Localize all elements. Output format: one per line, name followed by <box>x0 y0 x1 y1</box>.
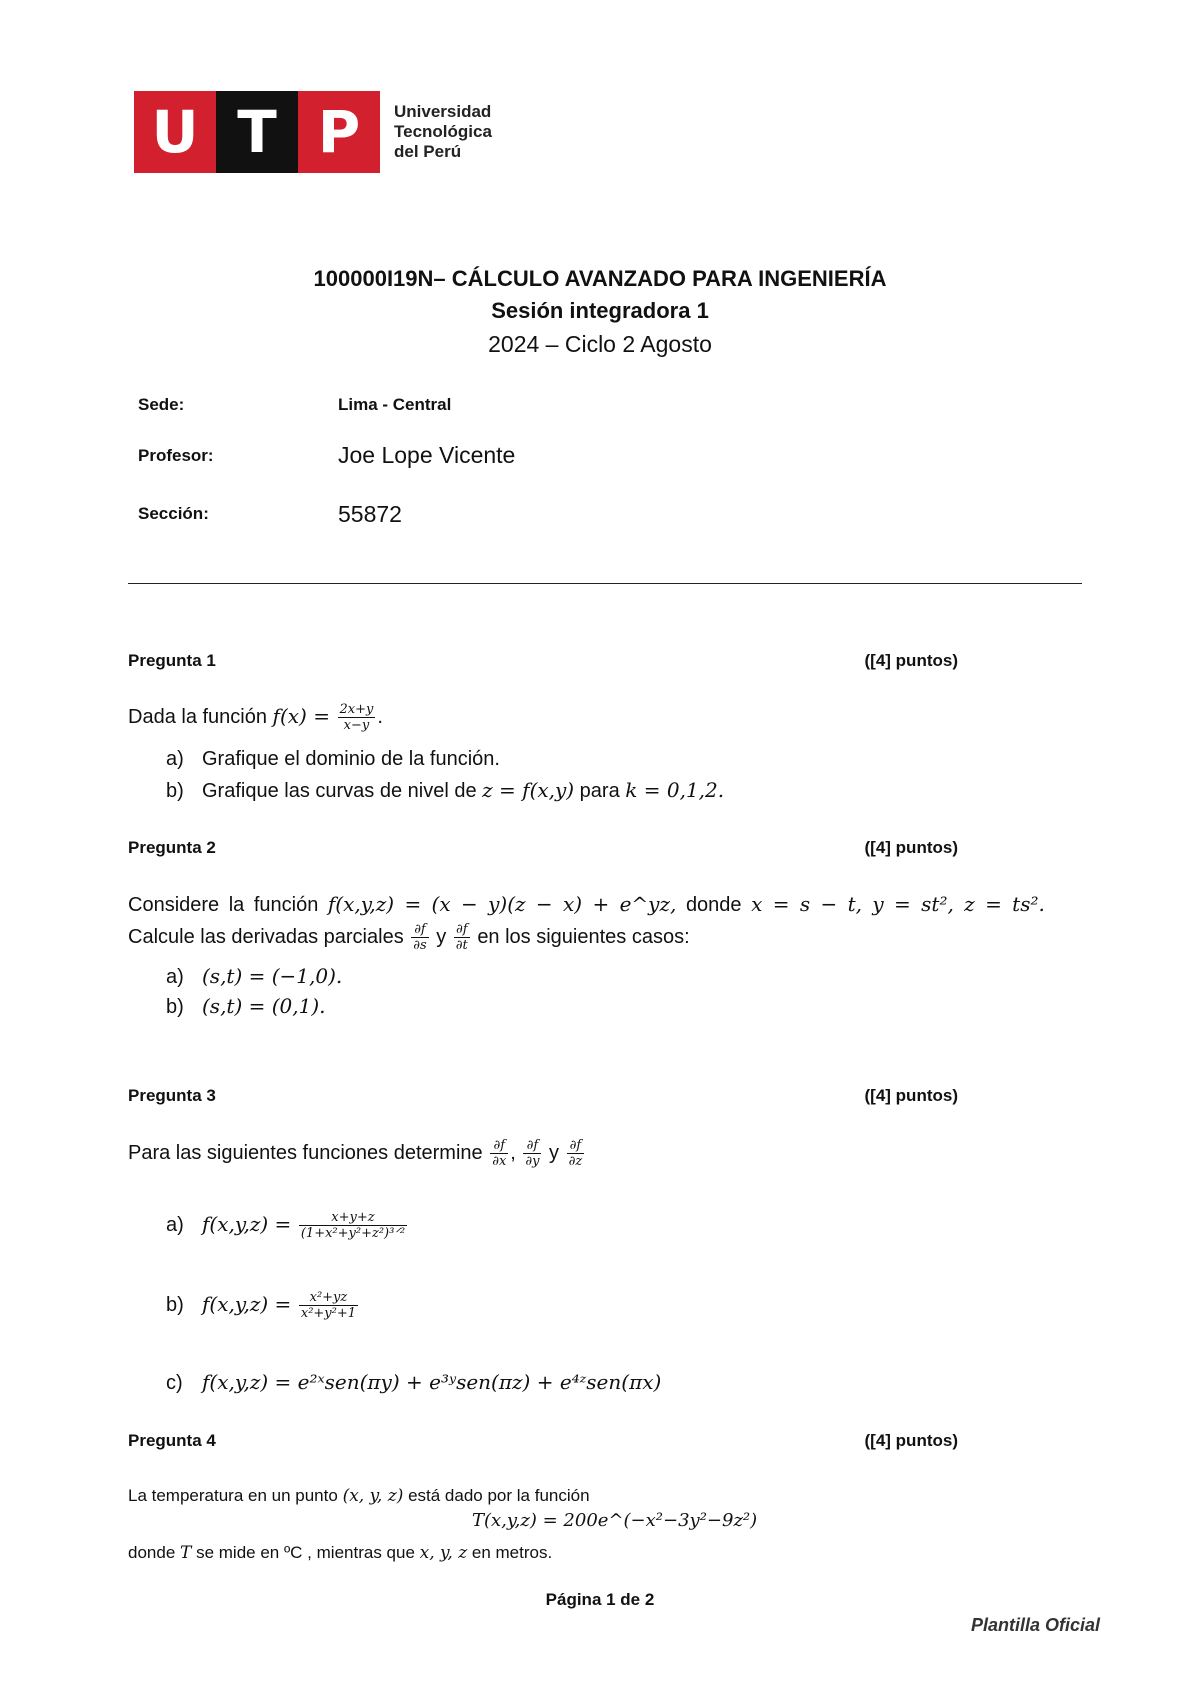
fraction-denominator: x²+y²+1 <box>300 1306 357 1321</box>
partial-t <box>454 922 470 953</box>
item-math: z = f(x,y) <box>482 778 575 802</box>
item-text: Grafique el dominio de la función. <box>202 748 500 770</box>
partial-y <box>523 1138 541 1169</box>
seccion-label: Sección: <box>138 504 209 523</box>
item-math: f(x,y,z) = e²ˣsen(πy) + e³ʸsen(πz) + e⁴ᶻsen(πx) <box>202 1370 662 1394</box>
fraction-denominator: ∂t <box>455 938 468 953</box>
item-math: (s,t) = (0,1). <box>202 994 326 1018</box>
logo-university-name <box>394 91 492 173</box>
q4-line1 <box>128 1486 590 1506</box>
q4-text: La temperatura en un punto <box>128 1486 338 1505</box>
q3-text: Para las siguientes funciones determine <box>128 1141 483 1164</box>
q1-fx: f(x) = <box>272 703 330 728</box>
fraction-numerator: ∂f <box>523 1138 541 1154</box>
q4-text: en metros. <box>471 1543 553 1562</box>
question-4-header <box>128 1431 958 1451</box>
item-label: b) <box>166 996 184 1018</box>
fraction-numerator: ∂f <box>411 922 428 938</box>
q3-intro <box>128 1138 586 1169</box>
course-title: 100000I19N– CÁLCULO AVANZADO PARA INGENIERÍA <box>313 266 887 291</box>
q2-text: Considere la función <box>128 894 319 916</box>
fraction-denominator: x−y <box>343 718 370 733</box>
question-3-header <box>128 1086 958 1106</box>
page-number: Página 1 de 2 <box>545 1590 655 1609</box>
q3b-fraction <box>299 1290 358 1321</box>
q3-text: , <box>510 1141 516 1164</box>
fraction-denominator: (1+x²+y²+z²)³ᐟ² <box>300 1226 406 1241</box>
question-points: ([4] puntos) <box>864 838 958 857</box>
item-text: para <box>579 780 620 802</box>
cycle-title: 2024 – Ciclo 2 Agosto <box>488 331 712 357</box>
q2-text: en los siguientes casos: <box>477 925 690 948</box>
item-label: a) <box>166 966 184 988</box>
q2-line1 <box>128 892 1088 917</box>
q4-text: está dado por la función <box>408 1486 590 1505</box>
sede-value: Lima - Central <box>338 395 452 414</box>
q3-item-a <box>166 1210 409 1241</box>
fraction-numerator: x+y+z <box>299 1210 407 1226</box>
question-title: Pregunta 3 <box>128 1086 216 1105</box>
q4-text: se mide en ºC , mientras que <box>196 1543 415 1562</box>
question-points: ([4] puntos) <box>864 1086 958 1105</box>
partial-z <box>567 1138 585 1169</box>
question-title: Pregunta 4 <box>128 1431 216 1450</box>
q2-text: donde <box>685 894 742 916</box>
q2-math: f(x,y,z) = (x − y)(z − x) + e^yz, <box>327 892 677 916</box>
question-2-header <box>128 838 958 858</box>
logo-name-line: Universidad <box>394 102 492 121</box>
q3a-fraction <box>299 1210 407 1241</box>
question-title: Pregunta 1 <box>128 651 216 670</box>
template-label: Plantilla Oficial <box>970 1615 1100 1635</box>
fraction-denominator: ∂z <box>568 1154 583 1169</box>
fraction-numerator: 2x+y <box>339 702 374 717</box>
q2-item-b <box>166 994 326 1019</box>
logo-name-line: Tecnológica <box>394 122 492 141</box>
q3-item-c <box>166 1370 661 1395</box>
q4-math: (x, y, z) <box>342 1486 404 1506</box>
profesor-label: Profesor: <box>138 446 214 465</box>
item-label: a) <box>166 748 184 770</box>
q2-text: y <box>436 925 447 948</box>
q1-intro-text: Dada la función <box>128 705 267 728</box>
q2-item-a <box>166 964 342 989</box>
question-points: ([4] puntos) <box>864 1431 958 1450</box>
q4-text: donde <box>128 1543 176 1562</box>
q4-formula <box>472 1510 757 1531</box>
question-points: ([4] puntos) <box>864 651 958 670</box>
q2-text: Calcule las derivadas parciales <box>128 925 404 948</box>
fraction-numerator: ∂f <box>454 922 470 938</box>
fraction-denominator: ∂x <box>492 1154 507 1169</box>
q3-text: y <box>549 1141 560 1164</box>
item-text: Grafique las curvas de nivel de <box>202 780 477 802</box>
fraction-denominator: ∂s <box>413 938 427 953</box>
logo-letter-u: U <box>134 91 216 173</box>
divider <box>128 583 1082 584</box>
item-label: a) <box>166 1213 184 1236</box>
item-math: (s,t) = (−1,0). <box>202 964 343 988</box>
q1-fraction <box>338 702 376 733</box>
profesor-value: Joe Lope Vicente <box>338 442 516 468</box>
item-label: b) <box>166 780 184 802</box>
sede-label: Sede: <box>138 395 185 414</box>
partial-x <box>490 1138 508 1169</box>
q4-line3 <box>128 1543 552 1563</box>
q1-intro: Dada la función f(x) = $\frac{2x+y}{x-y}$ . <box>128 702 383 733</box>
logo-letter-p: P <box>298 91 380 173</box>
item-label: c) <box>166 1372 183 1394</box>
q4-math: x, y, z <box>419 1543 468 1563</box>
q1-item-b <box>166 778 724 803</box>
fraction-denominator: ∂y <box>525 1154 540 1169</box>
fraction-numerator: ∂f <box>567 1138 585 1154</box>
q3-item-b <box>166 1290 360 1321</box>
item-label: b) <box>166 1293 184 1316</box>
question-title: Pregunta 2 <box>128 838 216 857</box>
item-math: k = 0,1,2. <box>625 778 725 802</box>
partial-s <box>411 922 428 953</box>
logo-name-line: del Perú <box>394 142 462 161</box>
q4-math: T(x,y,z) = 200e^(−x²−3y²−9z²) <box>472 1510 758 1531</box>
seccion-value: 55872 <box>338 501 402 527</box>
item-math: f(x,y,z) = <box>202 1291 292 1316</box>
session-title: Sesión integradora 1 <box>491 298 709 323</box>
q2-math: x = s − t, y = st², z = ts². <box>751 892 1045 916</box>
q4-math: T <box>180 1543 192 1563</box>
item-math: f(x,y,z) = <box>202 1211 292 1236</box>
logo-letter-t: T <box>216 91 298 173</box>
question-1-header <box>128 651 958 671</box>
q1-item-a <box>166 748 500 771</box>
q2-line2 <box>128 922 690 953</box>
utp-logo <box>134 91 492 173</box>
fraction-numerator: ∂f <box>490 1138 508 1154</box>
fraction-numerator: x²+yz <box>299 1290 358 1306</box>
